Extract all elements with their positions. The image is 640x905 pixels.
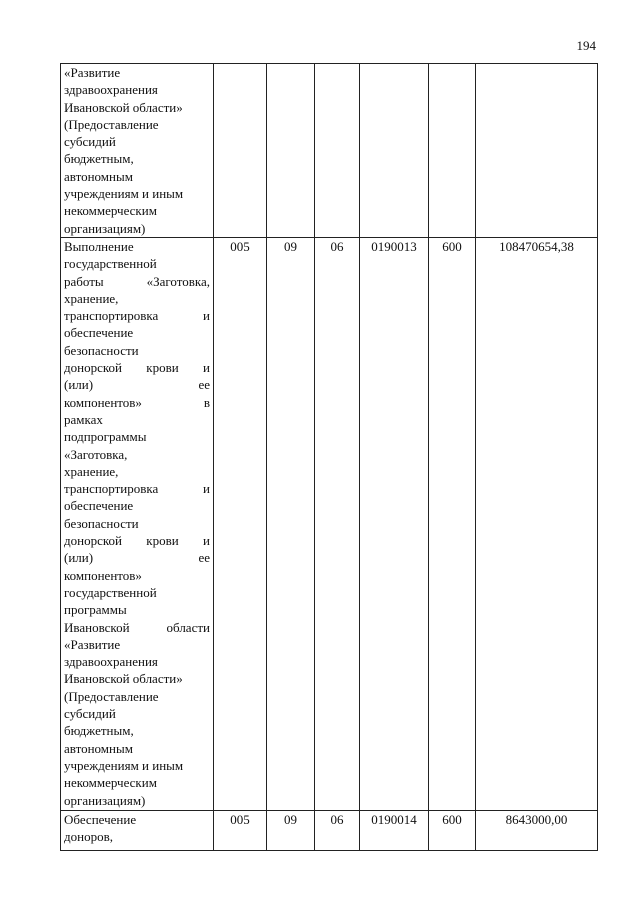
target-article-cell: 0190014 (360, 811, 429, 851)
subsection-code-cell: 06 (315, 811, 360, 851)
expense-type-cell (429, 64, 476, 238)
item-name-word: автономным (64, 740, 133, 756)
item-name-word: ее (198, 377, 210, 393)
item-name-line (64, 740, 210, 757)
item-name-word: транспортировка (64, 481, 159, 497)
item-name-line (64, 670, 210, 687)
subsection-code-cell (315, 64, 360, 238)
item-name-line (64, 722, 210, 739)
item-name-word: безопасности (64, 515, 139, 531)
item-name-cell (61, 238, 214, 811)
item-name-line (64, 601, 210, 618)
item-name-line (64, 688, 210, 705)
ministry-code-cell (214, 64, 267, 238)
item-name-word: Обеспечение (64, 812, 137, 827)
item-name-line (64, 359, 210, 376)
item-name-word: крови (146, 533, 179, 549)
item-name-line (64, 811, 210, 828)
table-row (61, 238, 598, 811)
item-name-word: (Предоставление (64, 116, 159, 132)
expense-type-cell: 600 (429, 238, 476, 811)
item-name-line (64, 463, 210, 480)
item-name-word: «Развитие (64, 636, 121, 652)
section-code-cell: 09 (267, 238, 315, 811)
item-name-word: субсидий (64, 706, 116, 722)
section-code-cell: 09 (267, 811, 315, 851)
table-row (61, 811, 598, 851)
item-name-line (64, 428, 210, 445)
item-name-word: автономным (64, 168, 133, 184)
item-name-word: ее (198, 550, 210, 566)
amount-cell: 8643000,00 (476, 811, 598, 851)
amount-cell: 108470654,38 (476, 238, 598, 811)
item-name-line (64, 532, 210, 549)
item-name-word: транспортировка (64, 308, 159, 324)
target-article-cell: 0190013 (360, 238, 429, 811)
item-name-word: Ивановской (64, 619, 130, 635)
item-name-line (64, 116, 210, 133)
item-name-line (64, 411, 210, 428)
item-name-line (64, 342, 210, 359)
item-name-line (64, 584, 210, 601)
item-name-line (64, 133, 210, 150)
item-name-line (64, 497, 210, 514)
item-name-word: и (203, 533, 210, 549)
item-name-line (64, 324, 210, 341)
item-name-line (64, 480, 210, 497)
item-name-word: «Заготовка, (64, 446, 128, 462)
ministry-code-cell: 005 (214, 238, 267, 811)
item-name-word: (или) (64, 550, 94, 566)
item-name-line (64, 307, 210, 324)
section-code-cell (267, 64, 315, 238)
item-name-line (64, 150, 210, 167)
item-name-line (64, 202, 210, 219)
amount-cell (476, 64, 598, 238)
item-name-word: компонентов» (64, 394, 142, 410)
item-name-word: субсидий (64, 134, 116, 150)
item-name-line (64, 81, 210, 98)
item-name-line (64, 792, 210, 809)
item-name-line (64, 636, 210, 653)
item-name-word: доноров, (64, 829, 113, 845)
item-name-word: некоммерческим (64, 203, 157, 219)
item-name-word: бюджетным, (64, 151, 134, 167)
expense-type-cell: 600 (429, 811, 476, 851)
subsection-code-cell: 06 (315, 238, 360, 811)
table-row (61, 64, 598, 238)
item-name-line (64, 220, 210, 237)
item-name-word: крови (146, 360, 179, 376)
item-name-word: донорской (64, 533, 122, 549)
item-name-line (64, 290, 210, 307)
item-name-word: обеспечение (64, 325, 134, 341)
item-name-line (64, 567, 210, 584)
item-name-line (64, 64, 210, 81)
item-name-word: государственной (64, 584, 157, 600)
item-name-line (64, 549, 210, 566)
item-name-line (64, 273, 210, 290)
item-name-line (64, 515, 210, 532)
item-name-line (64, 238, 210, 255)
item-name-word: учреждениям и иным (64, 757, 184, 773)
item-name-word: подпрограммы (64, 429, 147, 445)
item-name-word: и (203, 308, 210, 324)
item-name-word: организациям) (64, 792, 146, 808)
item-name-word: государственной (64, 256, 157, 272)
item-name-line (64, 705, 210, 722)
item-name-cell (61, 811, 214, 851)
item-name-line (64, 185, 210, 202)
item-name-word: Ивановской области» (64, 99, 183, 115)
item-name-word: безопасности (64, 342, 139, 358)
item-name-word: здравоохранения (64, 654, 158, 670)
item-name-word: компонентов» (64, 567, 142, 583)
ministry-code-cell: 005 (214, 811, 267, 851)
item-name-word: и (203, 481, 210, 497)
item-name-line (64, 255, 210, 272)
target-article-cell (360, 64, 429, 238)
item-name-line (64, 99, 210, 116)
item-name-word: и (203, 360, 210, 376)
item-name-word: работы (64, 273, 104, 289)
item-name-word: бюджетным, (64, 723, 134, 739)
item-name-line (64, 828, 210, 845)
item-name-word: хранение, (64, 463, 119, 479)
item-name-word: Ивановской области» (64, 671, 183, 687)
item-name-word: программы (64, 602, 127, 618)
item-name-word: здравоохранения (64, 82, 158, 98)
item-name-line (64, 757, 210, 774)
item-name-word: хранение, (64, 290, 119, 306)
item-name-word: донорской (64, 360, 122, 376)
item-name-word: области (166, 619, 210, 635)
item-name-word: «Заготовка, (146, 273, 210, 289)
item-name-word: «Развитие (64, 65, 121, 80)
item-name-cell (61, 64, 214, 238)
item-name-word: обеспечение (64, 498, 134, 514)
item-name-line (64, 619, 210, 636)
item-name-word: некоммерческим (64, 775, 157, 791)
item-name-line (64, 394, 210, 411)
item-name-word: (Предоставление (64, 688, 159, 704)
item-name-word: учреждениям и иным (64, 186, 184, 202)
item-name-word: организациям) (64, 220, 146, 236)
item-name-line (64, 168, 210, 185)
item-name-word: в (203, 394, 210, 410)
budget-table (60, 63, 598, 851)
item-name-word: Выполнение (64, 239, 134, 254)
item-name-word: (или) (64, 377, 94, 393)
item-name-line (64, 446, 210, 463)
item-name-line (64, 774, 210, 791)
item-name-line (64, 376, 210, 393)
budget-table-body (61, 64, 598, 851)
item-name-word: рамках (64, 411, 103, 427)
page-number: 194 (576, 38, 596, 53)
item-name-line (64, 653, 210, 670)
